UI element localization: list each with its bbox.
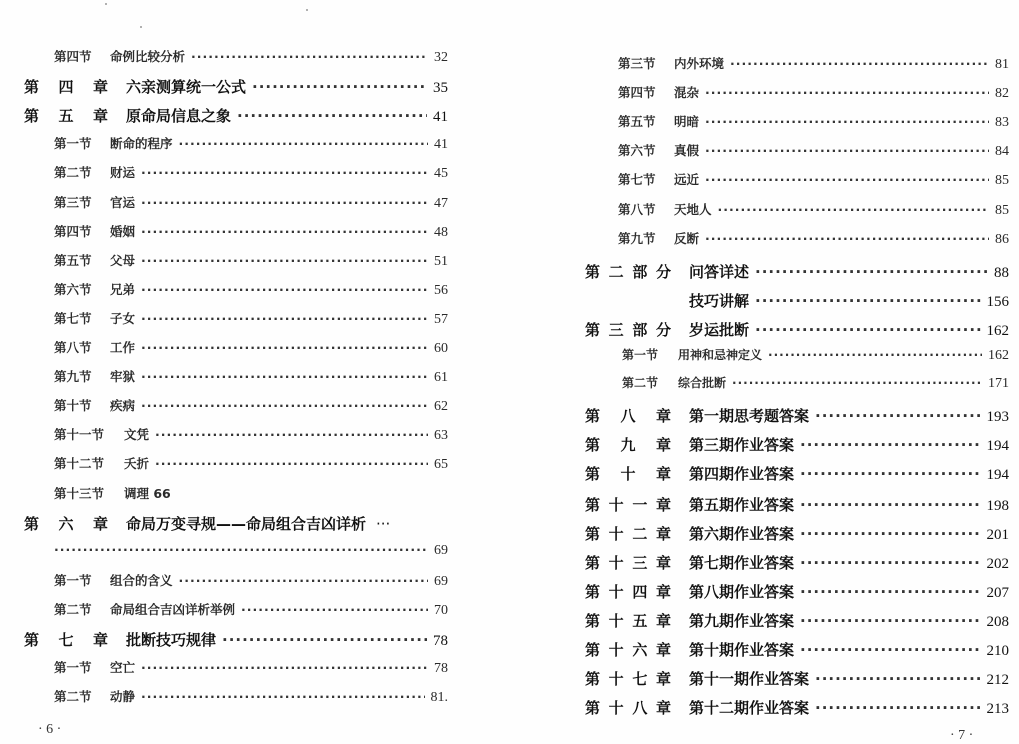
- chapter-title: 批断技巧规律: [126, 631, 217, 649]
- toc-page-right: [560, 0, 1019, 742]
- page-number: 45: [434, 166, 448, 182]
- scan-speck: [105, 3, 107, 5]
- page-number: 81: [995, 57, 1009, 72]
- chapter-number-char: 第: [585, 495, 601, 514]
- chapter-number: [585, 261, 671, 282]
- page-number: 162: [986, 322, 1009, 339]
- toc-entry: [54, 134, 448, 153]
- dot-leader: [800, 525, 980, 543]
- chapter-number-char: 二: [608, 262, 624, 281]
- page-number: 56: [434, 282, 448, 298]
- chapter-number-char: 十: [608, 641, 624, 659]
- section-title: 命例比较分析: [110, 49, 186, 64]
- chapter-number-char: 章: [92, 631, 108, 649]
- toc-entry: [54, 425, 448, 444]
- section-title: 动静: [110, 689, 136, 705]
- page-number: 194: [986, 467, 1009, 484]
- chapter-number-char: 章: [92, 514, 108, 533]
- section-title: 用神和忌神定义: [678, 348, 763, 362]
- page-number: 193: [986, 409, 1009, 426]
- chapter-number-char: 五: [632, 611, 648, 630]
- chapter-title: 第十期作业答案: [689, 641, 795, 659]
- section-number: 第十一节: [54, 427, 105, 443]
- section-title: 子女: [110, 310, 136, 326]
- section-number: 第九节: [618, 230, 656, 246]
- toc-entry: [585, 463, 1009, 484]
- chapter-number-char: 第: [24, 514, 40, 533]
- page-number: 63: [434, 428, 448, 444]
- toc-entry: [618, 54, 1009, 73]
- page-number: 207: [986, 584, 1009, 601]
- page-number: 198: [986, 497, 1009, 514]
- section-number: 第一节: [54, 572, 92, 588]
- chapter-number-char: 第: [585, 582, 601, 601]
- page-number: 208: [986, 613, 1009, 630]
- page-number: 70: [434, 602, 448, 618]
- toc-entry: [54, 600, 448, 619]
- page-number: 171: [988, 376, 1009, 392]
- toc-entry: [54, 454, 448, 473]
- toc-entry: [54, 280, 448, 299]
- chapter-title: 第一期思考题答案: [689, 407, 810, 426]
- dot-leader: [237, 107, 427, 125]
- toc-entry: [54, 484, 448, 502]
- section-number: 第三节: [54, 194, 92, 210]
- toc-entry: [618, 170, 1009, 189]
- page-number: 65: [434, 457, 448, 473]
- toc-entry: [24, 513, 448, 534]
- page-number: 62: [434, 399, 448, 415]
- chapter-number-char: 十: [608, 553, 624, 572]
- page-number: 81.: [430, 690, 448, 706]
- dot-leader: [768, 348, 982, 362]
- dot-leader: [755, 263, 988, 281]
- chapter-number-char: 十: [608, 670, 624, 689]
- chapter-number-char: 十: [620, 465, 636, 484]
- chapter-title: 第九期作业答案: [689, 611, 795, 630]
- chapter-title: 第六期作业答案: [689, 524, 795, 543]
- dot-leader: [141, 165, 428, 180]
- title-trail-leader: ···: [376, 514, 391, 533]
- chapter-number-char: 分: [655, 320, 671, 339]
- section-number: 第二节: [54, 689, 92, 705]
- dot-leader: [755, 321, 980, 339]
- chapter-number: [585, 494, 671, 515]
- toc-entry: [618, 83, 1009, 102]
- section-number: 第四节: [54, 49, 92, 64]
- dot-leader: [705, 143, 989, 158]
- page-number: 51: [434, 253, 448, 269]
- section-title: 远近: [674, 172, 700, 188]
- chapter-number-char: 章: [655, 582, 671, 601]
- section-number: 第十二节: [54, 456, 105, 472]
- section-number: 第五节: [54, 252, 92, 268]
- toc-entry: [585, 405, 1009, 426]
- page-number: 212: [986, 672, 1009, 689]
- chapter-title: 技巧讲解: [689, 291, 750, 310]
- chapter-number-char: 章: [92, 78, 108, 97]
- section-number: 第一节: [622, 348, 659, 362]
- dot-leader: [732, 376, 982, 390]
- chapter-number-char: 十: [608, 524, 624, 543]
- chapter-number-char: 十: [608, 495, 624, 514]
- page-number: 41: [433, 109, 448, 126]
- chapter-number-char: 分: [655, 262, 671, 281]
- dot-leader: [54, 542, 428, 557]
- chapter-number: [585, 610, 671, 631]
- page-number: 213: [986, 701, 1009, 718]
- chapter-number-char: 章: [655, 495, 671, 514]
- chapter-number-char: 第: [585, 553, 601, 572]
- toc-entry: [54, 309, 448, 328]
- chapter-number: [585, 639, 671, 660]
- chapter-number-char: 第: [585, 524, 601, 543]
- page-number: 69: [434, 542, 448, 558]
- page-number: 69: [434, 573, 448, 589]
- chapter-number-char: 章: [655, 465, 671, 484]
- toc-entry: [585, 610, 1009, 631]
- page-number: 35: [433, 80, 448, 97]
- chapter-number-char: 六: [58, 514, 74, 533]
- dot-leader: [800, 612, 980, 630]
- dot-leader: [155, 427, 428, 442]
- chapter-number-char: 十: [608, 582, 624, 601]
- toc-entry: [24, 105, 448, 126]
- page-number-left: · 6 ·: [38, 722, 62, 737]
- toc-page-left: [0, 0, 470, 742]
- section-title: 文凭: [124, 427, 150, 443]
- toc-entry: [585, 668, 1009, 689]
- toc-entry: [54, 687, 448, 706]
- toc-entry: [24, 629, 448, 650]
- section-number: 第一节: [54, 660, 92, 676]
- section-title: 反断: [674, 230, 700, 246]
- toc-entry: [54, 338, 448, 357]
- chapter-number: [585, 668, 671, 689]
- section-title: 天地人: [674, 201, 712, 217]
- page-number: 194: [986, 438, 1009, 455]
- chapter-number-char: 第: [585, 436, 601, 455]
- dot-leader: [141, 689, 424, 704]
- toc-entry: [585, 261, 1009, 282]
- chapter-title: 第十一期作业答案: [689, 670, 810, 689]
- dot-leader: [141, 253, 428, 268]
- chapter-number-char: 三: [608, 320, 624, 339]
- chapter-number: [585, 697, 671, 718]
- section-number: 第二节: [54, 165, 92, 181]
- section-title: 工作: [110, 340, 136, 355]
- section-title: 疾病: [110, 398, 136, 414]
- dot-leader: [718, 202, 989, 217]
- page-number: 86: [995, 231, 1009, 247]
- section-number: 第八节: [618, 201, 656, 217]
- section-number: 第六节: [54, 281, 92, 297]
- dot-leader: [800, 583, 980, 601]
- page-number: 156: [986, 293, 1009, 310]
- chapter-number-char: 章: [655, 611, 671, 630]
- page-number: 82: [995, 86, 1009, 102]
- page-number: 61: [434, 370, 448, 386]
- section-number: 第一节: [54, 136, 92, 152]
- chapter-number-char: 章: [655, 553, 671, 572]
- chapter-title: 六亲测算统一公式: [126, 78, 247, 97]
- dot-leader: [141, 311, 428, 326]
- chapter-number: [585, 434, 671, 455]
- dot-leader: [222, 631, 427, 649]
- chapter-title: 第八期作业答案: [689, 582, 795, 601]
- page-number: 41: [434, 137, 448, 153]
- dot-leader: [755, 292, 980, 310]
- section-number: 第四节: [54, 223, 92, 239]
- page-number: 85: [995, 202, 1009, 218]
- dot-leader: [800, 496, 980, 514]
- section-title: 调理 66: [124, 485, 171, 501]
- dot-leader: [191, 49, 428, 64]
- section-title: 组合的含义: [110, 572, 173, 588]
- section-title: 夭折: [124, 456, 150, 472]
- page-number: 83: [995, 115, 1009, 131]
- toc-entry: [54, 163, 448, 182]
- chapter-number-char: 七: [58, 631, 74, 649]
- chapter-number: [585, 552, 671, 573]
- chapter-title: 第五期作业答案: [689, 495, 795, 514]
- dot-leader: [252, 78, 427, 96]
- section-number: 第六节: [618, 143, 656, 159]
- section-title: 父母: [110, 252, 136, 268]
- chapter-number-char: 章: [655, 670, 671, 689]
- chapter-number-char: 第: [585, 465, 601, 484]
- chapter-number: [24, 629, 108, 650]
- dot-leader: [730, 56, 989, 71]
- chapter-number-char: 第: [585, 407, 601, 426]
- toc-entry: [54, 47, 448, 66]
- section-number: 第二节: [54, 601, 92, 617]
- section-number: 第十节: [54, 398, 92, 414]
- dot-leader: [141, 340, 428, 355]
- chapter-title: 命局万变寻规——命局组合吉凶详析: [126, 514, 367, 533]
- dot-leader: [800, 641, 980, 659]
- page-number: 78: [434, 661, 448, 677]
- chapter-number-char: 九: [620, 436, 636, 455]
- dot-leader: [705, 172, 989, 187]
- chapter-number-char: 七: [632, 670, 648, 689]
- toc-entry: [618, 112, 1009, 131]
- chapter-number: [585, 319, 671, 340]
- section-title: 兄弟: [110, 281, 136, 297]
- chapter-number-char: 第: [585, 320, 601, 339]
- toc-entry: [585, 581, 1009, 602]
- chapter-number-char: 第: [585, 699, 601, 718]
- chapter-number-char: 四: [58, 78, 74, 97]
- chapter-number: [585, 405, 671, 426]
- section-number: 第十三节: [54, 485, 105, 501]
- dot-leader: [179, 573, 428, 588]
- section-number: 第四节: [618, 85, 656, 101]
- page-number: 48: [434, 224, 448, 240]
- chapter-number-char: 五: [58, 107, 74, 126]
- toc-entry: [585, 494, 1009, 515]
- section-title: 空亡: [110, 660, 136, 676]
- section-title: 真假: [674, 143, 700, 159]
- toc-entry: [585, 697, 1009, 718]
- chapter-number-char: 一: [632, 495, 648, 514]
- section-title: 牢狱: [110, 369, 136, 385]
- page-number: 210: [986, 643, 1009, 659]
- chapter-number: [585, 523, 671, 544]
- page-number: 162: [988, 348, 1009, 363]
- section-title: 财运: [110, 165, 136, 181]
- toc-entry: [54, 658, 448, 677]
- chapter-title: 第四期作业答案: [689, 465, 795, 484]
- chapter-number-char: 章: [655, 641, 671, 659]
- chapter-title: 问答详述: [689, 262, 750, 281]
- page-number: 84: [995, 144, 1009, 160]
- chapter-title: 原命局信息之象: [126, 107, 232, 126]
- page-number: 60: [434, 341, 448, 356]
- chapter-number-char: 章: [655, 524, 671, 543]
- section-title: 官运: [110, 194, 136, 210]
- chapter-number-char: 第: [24, 107, 40, 126]
- chapter-number-char: 章: [655, 436, 671, 455]
- chapter-number-char: 八: [620, 407, 636, 426]
- toc-entry: [585, 552, 1009, 573]
- page-number-right: · 7 ·: [950, 728, 974, 743]
- toc-entry: [585, 290, 1009, 311]
- chapter-number: [24, 513, 108, 534]
- toc-entry: [622, 374, 1009, 392]
- toc-entry: [618, 229, 1009, 248]
- dot-leader: [800, 436, 980, 454]
- section-title: 综合批断: [678, 376, 727, 391]
- toc-entry: [54, 367, 448, 386]
- dot-leader: [141, 369, 428, 384]
- chapter-number: [585, 581, 671, 602]
- dot-leader: [155, 456, 428, 471]
- dot-leader: [241, 602, 428, 617]
- section-title: 命局组合吉凶详析举例: [110, 601, 236, 617]
- toc-entry: [585, 319, 1009, 340]
- dot-leader: [705, 85, 989, 100]
- section-number: 第五节: [618, 114, 656, 130]
- chapter-number-char: 十: [608, 611, 624, 630]
- page-number: 78: [433, 633, 448, 649]
- toc-entry: [54, 222, 448, 241]
- dot-leader: [705, 231, 989, 246]
- chapter-number-char: 第: [585, 262, 601, 281]
- section-number: 第八节: [54, 340, 92, 355]
- dot-leader: [705, 114, 989, 129]
- chapter-title: 第三期作业答案: [689, 436, 795, 455]
- chapter-number-char: 第: [585, 611, 601, 630]
- chapter-number-char: 二: [632, 524, 648, 543]
- chapter-number-char: 八: [632, 699, 648, 718]
- section-title: 明暗: [674, 114, 700, 130]
- dot-leader: [141, 195, 428, 210]
- chapter-number-char: 第: [24, 631, 40, 649]
- toc-entry: [618, 200, 1009, 219]
- section-title: 婚姻: [110, 223, 136, 239]
- section-number: 第七节: [54, 310, 92, 326]
- dot-leader: [141, 224, 428, 239]
- scan-speck: [306, 9, 308, 11]
- chapter-number-char: 四: [632, 582, 648, 601]
- toc-entry: [54, 396, 448, 415]
- chapter-number: [24, 105, 108, 126]
- chapter-title: 第七期作业答案: [689, 553, 795, 572]
- toc-entry: [585, 434, 1009, 455]
- page-number: 202: [986, 555, 1009, 572]
- section-title: 混杂: [674, 85, 700, 101]
- chapter-number-char: 十: [608, 699, 624, 718]
- dot-leader: [800, 554, 980, 572]
- dot-leader: [141, 660, 428, 675]
- dot-leader: [800, 465, 980, 483]
- chapter-title: 岁运批断: [689, 320, 750, 339]
- chapter-number-char: 章: [655, 407, 671, 426]
- page-number: 201: [986, 526, 1009, 543]
- section-number: 第七节: [618, 172, 656, 188]
- page-number: 85: [995, 173, 1009, 189]
- dot-leader: [815, 670, 980, 688]
- chapter-number-char: 六: [632, 641, 648, 659]
- chapter-number-char: 三: [632, 553, 648, 572]
- dot-leader: [815, 699, 980, 717]
- dot-leader: [141, 398, 428, 413]
- section-number: 第九节: [54, 369, 92, 385]
- toc-entry-continuation: [54, 542, 448, 559]
- page-number: 32: [434, 50, 448, 65]
- section-number: 第三节: [618, 56, 656, 71]
- chapter-number: [24, 76, 108, 97]
- dot-leader: [815, 407, 980, 425]
- section-title: 断命的程序: [110, 136, 173, 152]
- toc-entry: [54, 251, 448, 270]
- dot-leader: [179, 136, 428, 151]
- chapter-number-char: 第: [24, 78, 40, 97]
- toc-entry: [54, 193, 448, 212]
- section-title: 内外环境: [674, 56, 725, 71]
- section-number: 第二节: [622, 376, 659, 391]
- toc-entry: [585, 639, 1009, 660]
- toc-entry: [54, 571, 448, 590]
- page-number: 88: [994, 264, 1009, 281]
- chapter-number: [585, 463, 671, 484]
- chapter-number-char: 部: [632, 262, 648, 281]
- toc-entry: [24, 76, 448, 97]
- chapter-number-char: 部: [632, 320, 648, 339]
- scan-speck: [140, 26, 142, 28]
- chapter-number-char: 第: [585, 641, 601, 659]
- dot-leader: [141, 282, 428, 297]
- chapter-title: 第十二期作业答案: [689, 699, 810, 718]
- chapter-number-char: 第: [585, 670, 601, 689]
- page-number: 57: [434, 311, 448, 327]
- toc-entry: [585, 523, 1009, 544]
- toc-entry: [618, 141, 1009, 160]
- chapter-number-char: 章: [92, 107, 108, 126]
- page-number: 47: [434, 195, 448, 211]
- toc-entry: [622, 346, 1009, 364]
- chapter-number-char: 章: [655, 699, 671, 718]
